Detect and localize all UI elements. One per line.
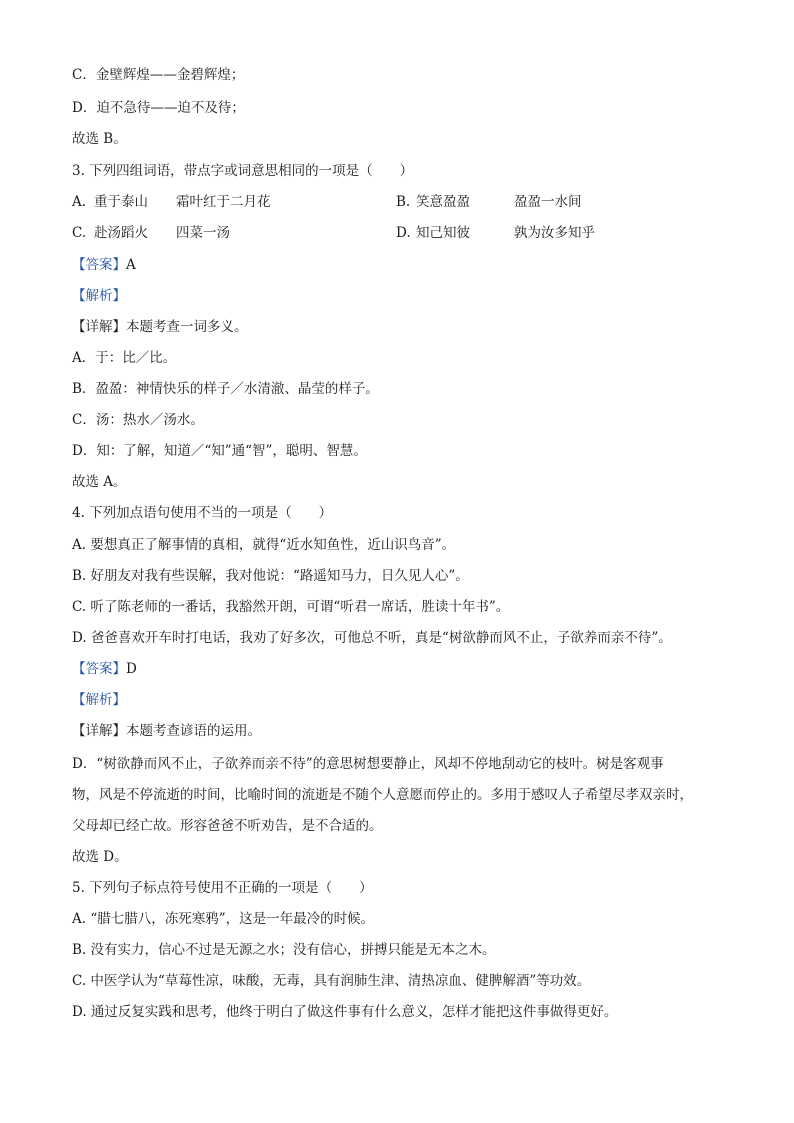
q3-explain-c: C．汤：热水／汤水。: [72, 412, 204, 428]
q4-option-b: B. 好朋友对我有些误解，我对他说：“路遥知马力，日久见人心”。: [72, 568, 469, 584]
answer-tag: 【答案】: [72, 661, 126, 677]
detail-tag: 【详解】: [72, 319, 126, 335]
q3-option-a-word2: 霜叶红于二月花: [176, 194, 271, 210]
q3-option-c-label: C.: [72, 225, 87, 241]
option-d-line: D．迫不急待——迫不及待；: [72, 100, 245, 116]
q3-choice: 故选 A。: [72, 474, 127, 490]
q3-option-d-word1: 知己知彼: [416, 225, 470, 241]
q3-explain-b: B．盈盈：神情快乐的样子／水清澈、晶莹的样子。: [72, 381, 379, 397]
q3-option-b-word1: 笑意盈盈: [416, 194, 470, 210]
q4-answer-value: D: [126, 661, 137, 677]
q3-option-d-word2: 孰为汝多知乎: [514, 225, 595, 241]
q3-answer-value: A: [126, 257, 136, 273]
q4-analysis-line: [72, 690, 734, 710]
q4-option-a: A. 要想真正了解事情的真相，就得“近水知鱼性，近山识鸟音”。: [72, 537, 456, 553]
option-c-line: C．金壁辉煌——金碧辉煌；: [72, 67, 245, 83]
q3-option-c-word1: 赴汤蹈火: [94, 225, 148, 241]
q3-explain-d: D．知：了解，知道／“知”通“智”，聪明、智慧。: [72, 443, 367, 459]
q4-option-d: D. 爸爸喜欢开车时打电话，我劝了好多次，可他总不听，真是“树欲静而风不止，子欲养而亲不待”。: [72, 630, 672, 646]
q4-choice: 故选 D。: [72, 849, 128, 865]
q3-option-d-label: D.: [396, 225, 411, 241]
q5-option-b: B. 没有实力，信心不过是无源之水；没有信心，拼搏只能是无本之木。: [72, 942, 496, 958]
q3-option-a-label: A.: [72, 194, 87, 210]
q4-explain-line-2: 物，风是不停流逝的时间，比喻时间的流逝是不随个人意愿而停止的。多用于感叹人子希望尽孝双亲时，: [72, 787, 693, 803]
q4-detail-text: 本题考查谚语的运用。: [126, 723, 261, 739]
detail-tag: 【详解】: [72, 723, 126, 739]
q4-explain-line-1: D．“树欲静而风不止，子欲养而亲不待”的意思树想要静止，风却不停地刮动它的枝叶。树是客观事: [72, 756, 664, 772]
question-3-stem: 3. 下列四组词语，带点字或词意思相同的一项是（ ）: [72, 163, 414, 179]
q3-detail-line: [72, 317, 734, 337]
q3-option-b-label: B.: [396, 194, 411, 210]
question-4-stem: 4. 下列加点语句使用不当的一项是（ ）: [72, 505, 333, 521]
analysis-tag: 【解析】: [72, 288, 126, 304]
q5-option-c: C. 中医学认为“草莓性凉，味酸，无毒，具有润肺生津、清热凉血、健脾解酒”等功效。: [72, 973, 591, 989]
q3-detail-text: 本题考查一词多义。: [126, 319, 248, 335]
q3-analysis-line: [72, 286, 734, 306]
q3-option-c-word2: 四菜一汤: [176, 225, 230, 241]
q4-detail-line: [72, 721, 734, 741]
q3-explain-a: A．于：比／比。: [72, 350, 177, 366]
q3-option-a-word1: 重于泰山: [94, 194, 148, 210]
answer-choice-line: 故选 B。: [72, 131, 127, 147]
q3-option-b-word2: 盈盈一水间: [514, 194, 582, 210]
q3-answer-line: [72, 255, 734, 275]
q5-option-a: A. “腊七腊八，冻死寒鸦”，这是一年最冷的时候。: [72, 911, 375, 927]
q4-option-c: C. 听了陈老师的一番话，我豁然开朗，可谓“听君一席话，胜读十年书”。: [72, 599, 510, 615]
q5-option-d: D. 通过反复实践和思考，他终于明白了做这件事有什么意义，怎样才能把这件事做得更好。: [72, 1004, 618, 1020]
question-5-stem: 5. 下列句子标点符号使用不正确的一项是（ ）: [72, 880, 373, 896]
q4-explain-line-3: 父母却已经亡故。形容爸爸不听劝告，是不合适的。: [72, 818, 383, 834]
answer-tag: 【答案】: [72, 257, 126, 273]
q4-answer-line: [72, 659, 734, 679]
analysis-tag: 【解析】: [72, 692, 126, 708]
